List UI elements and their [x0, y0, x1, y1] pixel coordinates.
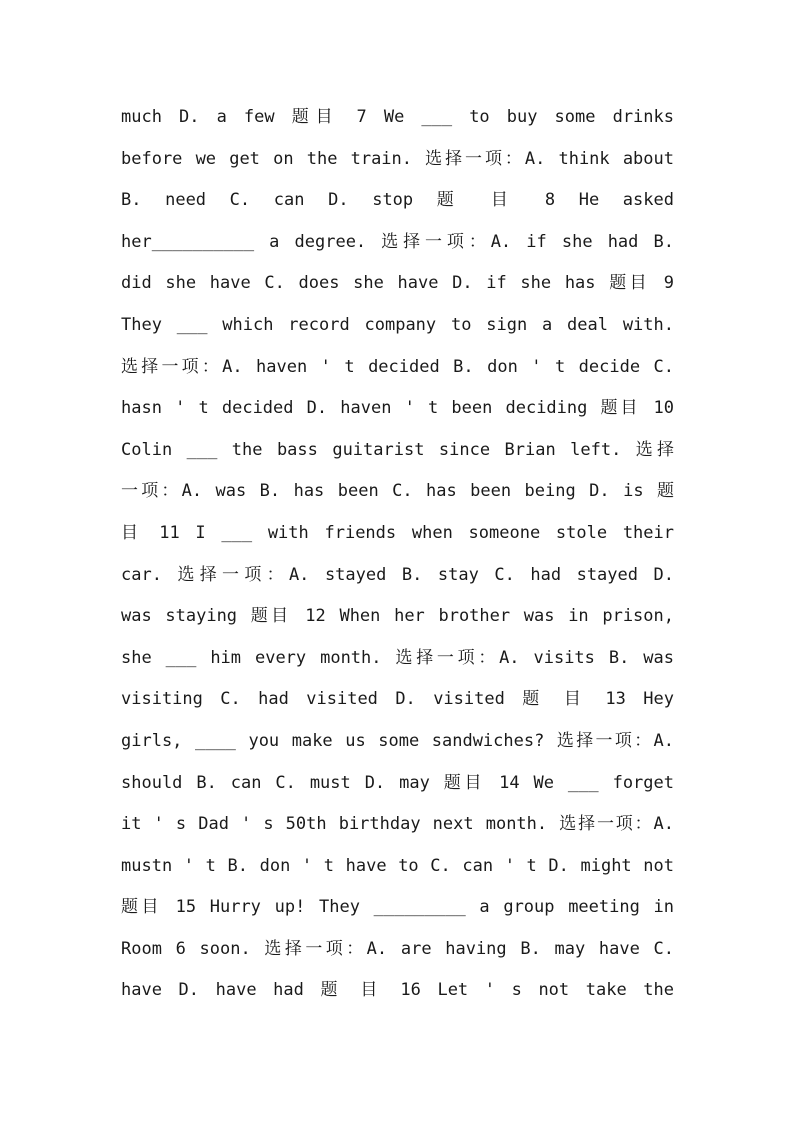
text-line: it ' s Dad ' s 50th birthday next month. 选择一项：A. [121, 814, 674, 835]
text-line: Room 6 soon. 选择一项：A. are having B. may have C. [121, 938, 674, 959]
text-line: 一项：A. was B. has been C. has been being D. is 题 [121, 481, 674, 502]
text-line: They ___ which record company to sign a deal with. [121, 314, 674, 335]
text-line: mustn ' t B. don ' t have to C. can ' t D. might not [121, 855, 674, 876]
text-line: 选择一项：A. haven ' t decided B. don ' t decide C. [121, 356, 674, 377]
text-line: Colin ___ the bass guitarist since Brian left. 选择 [121, 439, 674, 460]
text-line: hasn ' t decided D. haven ' t been deciding 题目 10 [121, 398, 674, 419]
text-line: 目 11 I ___ with friends when someone stole their [121, 522, 674, 543]
text-line: was staying 题目 12 When her brother was in prison, [121, 606, 674, 627]
text-line: B. need C. can D. stop 题 目 8 He asked [121, 190, 674, 211]
text-line: her__________ a degree. 选择一项：A. if she had B. [121, 231, 674, 252]
text-line: much D. a few 题目 7 We ___ to buy some drinks [121, 107, 674, 127]
text-line: 题目 15 Hurry up! They _________ a group meeting in [121, 897, 674, 918]
text-line: have D. have had 题 目 16 Let ' s not take the [121, 980, 674, 1001]
text-line: she ___ him every month. 选择一项：A. visits B. was [121, 647, 674, 668]
text-line: did she have C. does she have D. if she has 题目 9 [121, 273, 674, 294]
text-line: visiting C. had visited D. visited 题 目 13 Hey [121, 689, 674, 710]
exercise-text-block [121, 97, 674, 1012]
text-line: should B. can C. must D. may 题目 14 We ___ forget [121, 772, 674, 793]
text-line: girls, ____ you make us some sandwiches? 选择一项：A. [121, 730, 674, 751]
text-line: car. 选择一项：A. stayed B. stay C. had stayed D. [121, 564, 674, 585]
text-line: before we get on the train. 选择一项：A. think about [121, 148, 674, 169]
